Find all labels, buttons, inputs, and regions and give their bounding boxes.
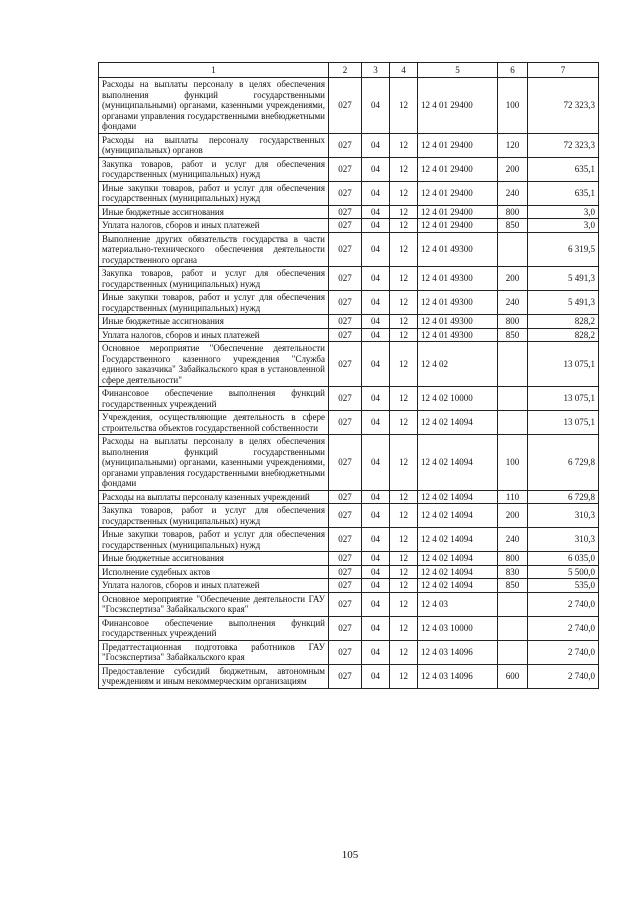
row-gr-cell: 027	[329, 133, 362, 157]
table-row	[99, 411, 599, 435]
row-name-cell: Основное мероприятие "Обеспечение деятельности Государственного казенного учреждения "Служба единого заказчика" Забайкальского края в установленной сфере деятельности"	[99, 342, 329, 387]
row-csr-cell: 12 4 02 14094	[418, 552, 498, 566]
row-rz-cell: 04	[362, 565, 390, 579]
row-rz-cell: 04	[362, 315, 390, 329]
row-gr-cell: 027	[329, 181, 362, 205]
row-rz-cell: 04	[362, 219, 390, 233]
row-name-cell: Уплата налогов, сборов и иных платежей	[99, 328, 329, 342]
row-gr-cell: 027	[329, 205, 362, 219]
row-gr-cell: 027	[329, 640, 362, 664]
row-vr-cell: 110	[498, 490, 528, 504]
row-csr-cell: 12 4 01 49300	[418, 328, 498, 342]
table-row	[99, 328, 599, 342]
row-name-cell: Предаттестационная подготовка работников ГАУ "Госэкспертиза" Забайкальского края	[99, 640, 329, 664]
row-csr-cell: 12 4 01 29400	[418, 181, 498, 205]
row-pr-cell: 12	[390, 133, 418, 157]
column-header: 5	[418, 63, 498, 78]
row-pr-cell: 12	[390, 504, 418, 528]
table-row	[99, 552, 599, 566]
row-rz-cell: 04	[362, 232, 390, 267]
column-header: 1	[99, 63, 329, 78]
row-pr-cell: 12	[390, 565, 418, 579]
table-row	[99, 387, 599, 411]
row-vr-cell: 120	[498, 133, 528, 157]
row-sum-cell: 13 075,1	[528, 342, 599, 387]
table-body	[99, 78, 599, 689]
row-vr-cell	[498, 592, 528, 616]
row-vr-cell	[498, 616, 528, 640]
row-sum-cell: 828,2	[528, 315, 599, 329]
table-row	[99, 232, 599, 267]
row-csr-cell: 12 4 01 49300	[418, 232, 498, 267]
row-csr-cell: 12 4 01 29400	[418, 157, 498, 181]
row-sum-cell: 6 035,0	[528, 552, 599, 566]
row-gr-cell: 027	[329, 552, 362, 566]
row-gr-cell: 027	[329, 342, 362, 387]
table-row	[99, 315, 599, 329]
row-rz-cell: 04	[362, 411, 390, 435]
row-vr-cell: 100	[498, 435, 528, 491]
column-header: 7	[528, 63, 599, 78]
row-vr-cell: 200	[498, 504, 528, 528]
row-gr-cell: 027	[329, 592, 362, 616]
row-rz-cell: 04	[362, 78, 390, 134]
row-gr-cell: 027	[329, 315, 362, 329]
row-vr-cell: 850	[498, 579, 528, 593]
row-rz-cell: 04	[362, 342, 390, 387]
table-row	[99, 78, 599, 134]
row-name-cell: Закупка товаров, работ и услуг для обеспечения государственных (муниципальных) нужд	[99, 157, 329, 181]
row-vr-cell: 240	[498, 181, 528, 205]
row-sum-cell: 2 740,0	[528, 664, 599, 688]
row-csr-cell: 12 4 03 10000	[418, 616, 498, 640]
row-sum-cell: 310,3	[528, 528, 599, 552]
row-rz-cell: 04	[362, 291, 390, 315]
row-name-cell: Расходы на выплаты персоналу в целях обеспечения выполнения функций государственными (муниципальными) органами, казенными учреждениями, органами управления государственными внебюджетными фондами	[99, 435, 329, 491]
row-csr-cell: 12 4 03 14096	[418, 664, 498, 688]
row-csr-cell: 12 4 01 49300	[418, 267, 498, 291]
row-sum-cell: 828,2	[528, 328, 599, 342]
row-name-cell: Выполнение других обязательств государства в части материально-технического обеспечения деятельности государственного органа	[99, 232, 329, 267]
table-row	[99, 342, 599, 387]
table-row	[99, 528, 599, 552]
table-header-row	[99, 63, 599, 78]
column-header: 4	[390, 63, 418, 78]
row-gr-cell: 027	[329, 157, 362, 181]
row-pr-cell: 12	[390, 78, 418, 134]
table-row	[99, 291, 599, 315]
row-gr-cell: 027	[329, 664, 362, 688]
row-sum-cell: 72 323,3	[528, 78, 599, 134]
row-pr-cell: 12	[390, 205, 418, 219]
row-vr-cell: 850	[498, 219, 528, 233]
row-rz-cell: 04	[362, 490, 390, 504]
row-sum-cell: 310,3	[528, 504, 599, 528]
row-gr-cell: 027	[329, 232, 362, 267]
row-rz-cell: 04	[362, 664, 390, 688]
row-name-cell: Иные закупки товаров, работ и услуг для обеспечения государственных (муниципальных) нужд	[99, 528, 329, 552]
row-csr-cell: 12 4 02 10000	[418, 387, 498, 411]
row-pr-cell: 12	[390, 219, 418, 233]
row-pr-cell: 12	[390, 664, 418, 688]
row-name-cell: Расходы на выплаты персоналу в целях обеспечения выполнения функций государственными (муниципальными) органами, казенными учреждениями, органами управления государственными внебюджетными фондами	[99, 78, 329, 134]
row-pr-cell: 12	[390, 181, 418, 205]
document-page	[98, 62, 598, 689]
row-gr-cell: 027	[329, 411, 362, 435]
row-pr-cell: 12	[390, 552, 418, 566]
row-name-cell: Иные закупки товаров, работ и услуг для обеспечения государственных (муниципальных) нужд	[99, 291, 329, 315]
table-row	[99, 133, 599, 157]
row-sum-cell: 3,0	[528, 219, 599, 233]
row-pr-cell: 12	[390, 328, 418, 342]
row-vr-cell: 830	[498, 565, 528, 579]
row-rz-cell: 04	[362, 133, 390, 157]
row-csr-cell: 12 4 02 14094	[418, 435, 498, 491]
row-name-cell: Закупка товаров, работ и услуг для обеспечения государственных (муниципальных) нужд	[99, 267, 329, 291]
row-pr-cell: 12	[390, 435, 418, 491]
budget-table	[98, 62, 599, 689]
row-sum-cell: 5 491,3	[528, 267, 599, 291]
row-name-cell: Основное мероприятие "Обеспечение деятельности ГАУ "Госэкспертиза" Забайкальского края"	[99, 592, 329, 616]
row-rz-cell: 04	[362, 616, 390, 640]
row-gr-cell: 027	[329, 387, 362, 411]
row-rz-cell: 04	[362, 267, 390, 291]
row-name-cell: Уплата налогов, сборов и иных платежей	[99, 579, 329, 593]
row-vr-cell	[498, 411, 528, 435]
row-name-cell: Финансовое обеспечение выполнения функций государственных учреждений	[99, 616, 329, 640]
row-sum-cell: 2 740,0	[528, 592, 599, 616]
row-vr-cell: 200	[498, 267, 528, 291]
row-sum-cell: 13 075,1	[528, 411, 599, 435]
row-pr-cell: 12	[390, 267, 418, 291]
table-row	[99, 267, 599, 291]
row-vr-cell: 850	[498, 328, 528, 342]
row-pr-cell: 12	[390, 490, 418, 504]
row-sum-cell: 635,1	[528, 181, 599, 205]
row-sum-cell: 2 740,0	[528, 640, 599, 664]
row-rz-cell: 04	[362, 328, 390, 342]
row-rz-cell: 04	[362, 528, 390, 552]
row-sum-cell: 535,0	[528, 579, 599, 593]
row-name-cell: Исполнение судебных актов	[99, 565, 329, 579]
table-row	[99, 640, 599, 664]
row-rz-cell: 04	[362, 579, 390, 593]
row-gr-cell: 027	[329, 616, 362, 640]
row-pr-cell: 12	[390, 616, 418, 640]
row-name-cell: Финансовое обеспечение выполнения функций государственных учреждений	[99, 387, 329, 411]
column-header: 6	[498, 63, 528, 78]
row-sum-cell: 6 729,8	[528, 490, 599, 504]
row-vr-cell: 600	[498, 664, 528, 688]
row-rz-cell: 04	[362, 504, 390, 528]
row-csr-cell: 12 4 01 29400	[418, 205, 498, 219]
row-gr-cell: 027	[329, 579, 362, 593]
table-row	[99, 664, 599, 688]
row-gr-cell: 027	[329, 504, 362, 528]
row-pr-cell: 12	[390, 157, 418, 181]
row-vr-cell: 200	[498, 157, 528, 181]
row-csr-cell: 12 4 01 29400	[418, 133, 498, 157]
row-csr-cell: 12 4 02 14094	[418, 565, 498, 579]
row-rz-cell: 04	[362, 640, 390, 664]
row-gr-cell: 027	[329, 267, 362, 291]
table-row	[99, 219, 599, 233]
row-vr-cell: 800	[498, 205, 528, 219]
table-row	[99, 565, 599, 579]
table-row	[99, 490, 599, 504]
row-vr-cell	[498, 232, 528, 267]
row-vr-cell	[498, 342, 528, 387]
row-name-cell: Уплата налогов, сборов и иных платежей	[99, 219, 329, 233]
row-rz-cell: 04	[362, 157, 390, 181]
row-pr-cell: 12	[390, 579, 418, 593]
row-pr-cell: 12	[390, 315, 418, 329]
row-gr-cell: 027	[329, 565, 362, 579]
row-csr-cell: 12 4 01 29400	[418, 219, 498, 233]
row-gr-cell: 027	[329, 78, 362, 134]
row-rz-cell: 04	[362, 387, 390, 411]
row-name-cell: Закупка товаров, работ и услуг для обеспечения государственных (муниципальных) нужд	[99, 504, 329, 528]
row-vr-cell: 800	[498, 315, 528, 329]
row-pr-cell: 12	[390, 528, 418, 552]
row-sum-cell: 6 319,5	[528, 232, 599, 267]
row-sum-cell: 13 075,1	[528, 387, 599, 411]
table-row	[99, 616, 599, 640]
row-name-cell: Иные закупки товаров, работ и услуг для обеспечения государственных (муниципальных) нужд	[99, 181, 329, 205]
row-name-cell: Расходы на выплаты персоналу государственных (муниципальных) органов	[99, 133, 329, 157]
row-gr-cell: 027	[329, 435, 362, 491]
row-sum-cell: 2 740,0	[528, 616, 599, 640]
row-pr-cell: 12	[390, 387, 418, 411]
row-name-cell: Учреждения, осуществляющие деятельность в сфере строительства объектов государственной собственности	[99, 411, 329, 435]
row-rz-cell: 04	[362, 205, 390, 219]
row-csr-cell: 12 4 02 14094	[418, 528, 498, 552]
row-pr-cell: 12	[390, 342, 418, 387]
row-gr-cell: 027	[329, 328, 362, 342]
row-name-cell: Иные бюджетные ассигнования	[99, 552, 329, 566]
table-row	[99, 205, 599, 219]
row-gr-cell: 027	[329, 528, 362, 552]
row-sum-cell: 5 500,0	[528, 565, 599, 579]
row-csr-cell: 12 4 03	[418, 592, 498, 616]
table-row	[99, 157, 599, 181]
row-name-cell: Иные бюджетные ассигнования	[99, 205, 329, 219]
row-vr-cell	[498, 387, 528, 411]
row-pr-cell: 12	[390, 592, 418, 616]
row-csr-cell: 12 4 01 49300	[418, 291, 498, 315]
row-rz-cell: 04	[362, 552, 390, 566]
row-csr-cell: 12 4 01 29400	[418, 78, 498, 134]
row-csr-cell: 12 4 03 14096	[418, 640, 498, 664]
row-rz-cell: 04	[362, 592, 390, 616]
row-pr-cell: 12	[390, 232, 418, 267]
row-name-cell: Расходы на выплаты персоналу казенных учреждений	[99, 490, 329, 504]
row-name-cell: Иные бюджетные ассигнования	[99, 315, 329, 329]
row-sum-cell: 6 729,8	[528, 435, 599, 491]
row-name-cell: Предоставление субсидий бюджетным, автономным учреждениям и иным некоммерческим организациям	[99, 664, 329, 688]
row-pr-cell: 12	[390, 640, 418, 664]
table-row	[99, 592, 599, 616]
row-pr-cell: 12	[390, 411, 418, 435]
row-sum-cell: 635,1	[528, 157, 599, 181]
table-row	[99, 579, 599, 593]
row-rz-cell: 04	[362, 181, 390, 205]
column-header: 3	[362, 63, 390, 78]
table-row	[99, 181, 599, 205]
row-csr-cell: 12 4 02 14094	[418, 411, 498, 435]
page-number: 105	[341, 849, 359, 861]
row-gr-cell: 027	[329, 219, 362, 233]
row-gr-cell: 027	[329, 291, 362, 315]
row-vr-cell: 240	[498, 528, 528, 552]
row-gr-cell: 027	[329, 490, 362, 504]
row-sum-cell: 5 491,3	[528, 291, 599, 315]
row-sum-cell: 72 323,3	[528, 133, 599, 157]
row-vr-cell: 800	[498, 552, 528, 566]
row-csr-cell: 12 4 02 14094	[418, 579, 498, 593]
table-row	[99, 504, 599, 528]
column-header: 2	[329, 63, 362, 78]
table-row	[99, 435, 599, 491]
row-vr-cell: 100	[498, 78, 528, 134]
row-vr-cell	[498, 640, 528, 664]
row-csr-cell: 12 4 02 14094	[418, 504, 498, 528]
row-csr-cell: 12 4 01 49300	[418, 315, 498, 329]
row-sum-cell: 3,0	[528, 205, 599, 219]
row-csr-cell: 12 4 02 14094	[418, 490, 498, 504]
row-vr-cell: 240	[498, 291, 528, 315]
row-rz-cell: 04	[362, 435, 390, 491]
row-csr-cell: 12 4 02	[418, 342, 498, 387]
row-pr-cell: 12	[390, 291, 418, 315]
